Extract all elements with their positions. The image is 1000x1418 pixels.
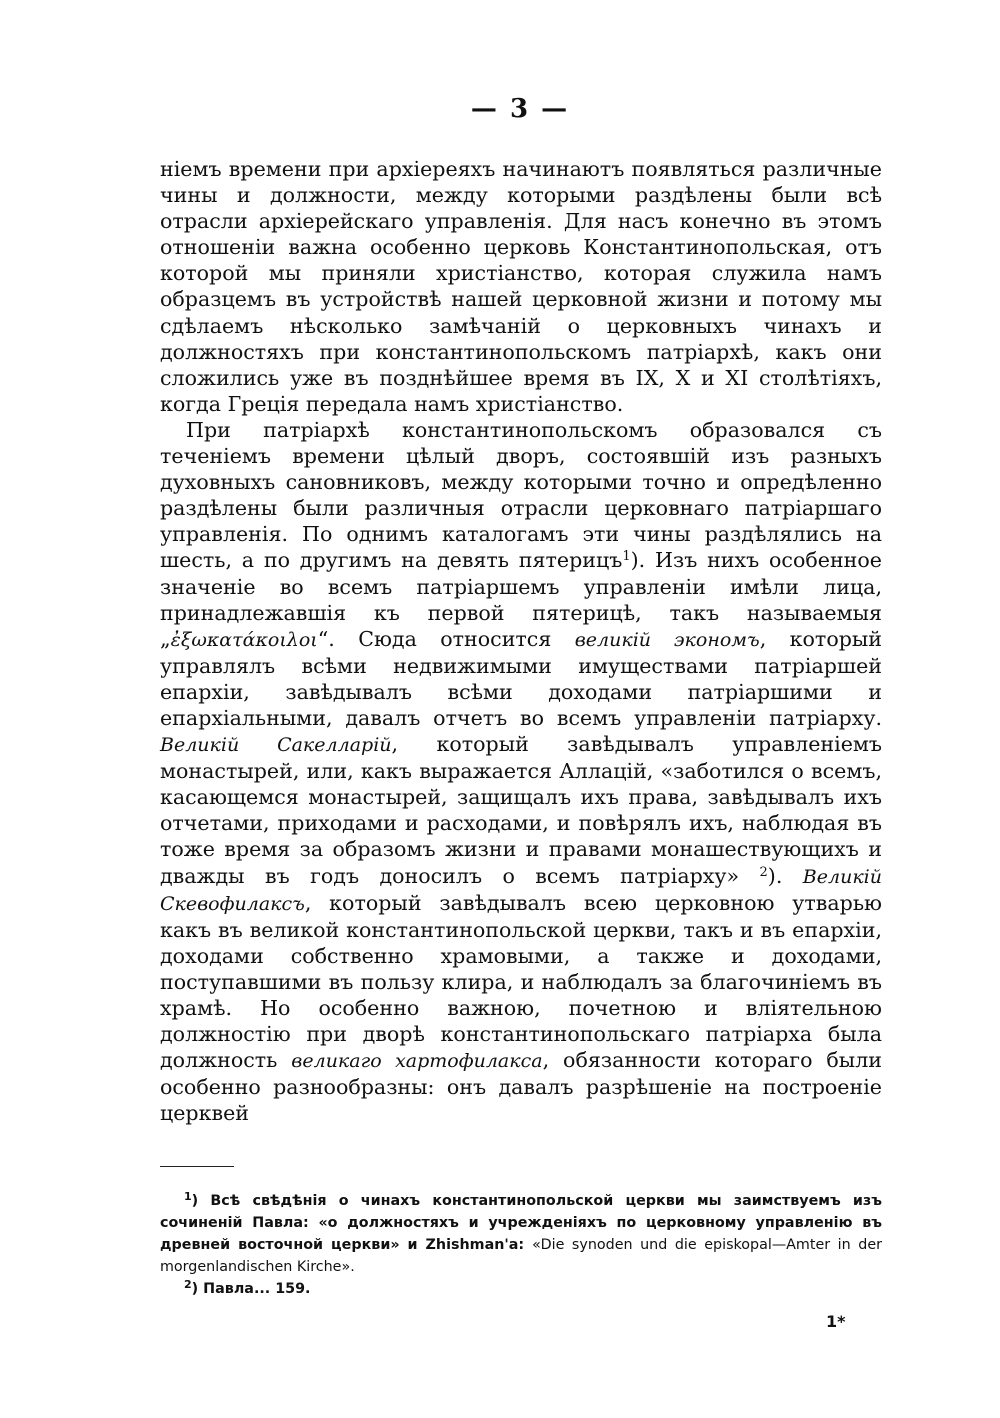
body-text	[160, 156, 882, 1126]
paragraph-2-text-c: “. Сюда относится	[317, 626, 575, 651]
paragraph-1: ніемъ времени при архіереяхъ начинаютъ появляться различные чины и должности, между которыми раздѣлены были всѣ отрасли архіерейскаго управленія. Для насъ конечно въ этомъ отношеніи важна особенно церковь Константинопольская, отъ которой мы приняли христіанство, которая служила намъ образцемъ въ устройствѣ нашей церковной жизни и потому мы сдѣлаемъ нѣсколько замѣчаній о церковныхъ чинахъ и должностяхъ при константинопольскомъ патріархѣ, какъ они сложились уже въ позднѣйшее время въ IX, X и XI столѣтіяхъ, когда Греція передала намъ христіанство.	[160, 157, 882, 416]
term-great-sacellarius: Великій Сакелларій	[160, 734, 392, 757]
term-great-oeconomus: великій экономъ	[574, 628, 760, 651]
term-great-skeuophylax: Великій Скевофилаксъ	[160, 865, 882, 915]
paragraph-2-text-a: При патріархѣ константинопольскомъ образовался съ теченіемъ времени цѣлый дворъ, состоявшій изъ разныхъ духовныхъ сановниковъ, между которыми точно и опредѣленно раздѣлены были различныя отрасли церковнаго патріаршаго управленія. По однимъ каталогамъ эти чины раздѣлялись на шесть, а по другимъ на девять пятерицъ	[160, 417, 882, 573]
paragraph-2-text-d: , который управлялъ всѣми недвижимыми имуществами патріаршей епархіи, завѣдывалъ всѣми доходами патріаршими и епархіальными, давалъ отчетъ во всемъ управленіи патріарху.	[160, 626, 883, 730]
paragraph-2-text-f: ).	[767, 863, 803, 888]
paragraph-2-text-e: , который завѣдывалъ управленіемъ монастырей, или, какъ выражается Аллацій, «заботился о всемъ, касающемся монастырей, защищалъ ихъ права, завѣдывалъ ихъ отчетами, приходами и расходами, и повѣрялъ ихъ, наблюдая въ тоже время за образомъ жизни и правами монашествующихъ и дважды въ годъ доносилъ о всемъ патріарху»	[160, 732, 882, 888]
footnote-ref-1[interactable]: 1	[622, 549, 631, 565]
footnote-1-mark: 1	[184, 1190, 192, 1203]
paragraph-2-text-h: , обязанности котораго были особенно разнообразны: онъ давалъ разрѣшеніе на построеніе церквей	[160, 1048, 882, 1126]
page-number: — 3 —	[470, 94, 570, 124]
footnotes	[160, 1190, 882, 1300]
footnote-1-text: ) Всѣ свѣдѣнія о чинахъ константинопольской церкви мы заимствуемъ изъ сочиненій Павла: «о должностяхъ и учрежденіяхъ по церковному управленію въ древней восточной церкви» и Zhishman'a:	[160, 1193, 882, 1253]
footnote-divider	[160, 1166, 234, 1167]
footnote-1-latin-title: «Die synoden und die episkopal—Amter in der morgenlandischen Kirche».	[160, 1237, 882, 1275]
footnote-1	[160, 1190, 882, 1278]
printer-signature-mark: 1*	[826, 1312, 846, 1331]
term-great-chartophylax: великаго хартофилакса	[291, 1050, 543, 1073]
paragraph-2-text-g: , который завѣдывалъ всею церковною утварью какъ въ великой константинопольской церкви, такъ и въ епархіи, доходами собственно храмовыми, а также и доходами, поступавшими въ пользу клира, и наблюдалъ за благочиніемъ въ храмѣ. Но особенно важною, почетною и вліятельною должностію при дворѣ константинопольскаго патріарха была должность	[160, 890, 882, 1073]
footnote-2-text: ) Павла... 159.	[191, 1281, 311, 1297]
paragraph-2	[160, 417, 882, 1127]
greek-term: ἐξωκατάκοιλοι	[170, 628, 318, 651]
footnote-2	[160, 1278, 882, 1300]
footnote-ref-2[interactable]: 2	[759, 864, 768, 880]
paragraph-2-text-b: ). Изъ нихъ особенное значеніе во всемъ патріаршемъ управленіи имѣли лица, принадлежавшія къ первой пятерицѣ, такъ называемыя „	[160, 548, 882, 651]
footnote-2-mark: 2	[184, 1278, 192, 1291]
